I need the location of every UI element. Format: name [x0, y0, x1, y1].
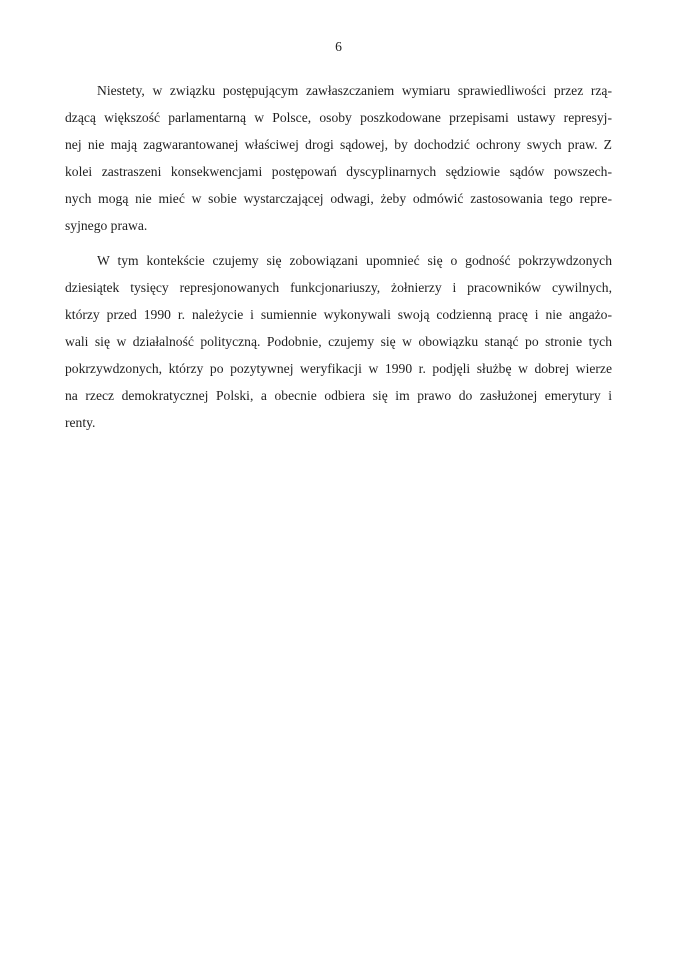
- text-line: dziesiątek tysięcy represjonowanych funkcjonariuszy, żołnierzy i pracowników cywilnych,: [65, 280, 612, 295]
- paragraph: [65, 247, 612, 436]
- text-line: nej nie mają zagwarantowanej właściwej drogi sądowej, by dochodzić ochrony swych praw. Z: [65, 137, 612, 152]
- text-line: nych mogą nie mieć w sobie wystarczającej odwagi, żeby odmówić zastosowania tego repre-: [65, 191, 612, 206]
- document-body: [65, 77, 612, 436]
- page-content: [0, 0, 678, 436]
- text-line: renty.: [65, 415, 96, 430]
- text-line: Niestety, w związku postępującym zawłaszczaniem wymiaru sprawiedliwości przez rzą-: [97, 83, 612, 98]
- text-line: na rzecz demokratycznej Polski, a obecnie odbiera się im prawo do zasłużonej emerytury i: [65, 388, 612, 403]
- text-line: kolei zastraszeni konsekwencjami postępowań dyscyplinarnych sędziowie sądów powszech-: [65, 164, 612, 179]
- page-number: 6: [335, 39, 342, 54]
- text-line: którzy przed 1990 r. należycie i sumiennie wykonywali swoją codzienną pracę i nie angażo-: [65, 307, 612, 322]
- text-line: W tym kontekście czujemy się zobowiązani upomnieć się o godność pokrzywdzonych: [97, 253, 612, 268]
- paragraph: [65, 77, 612, 239]
- text-line: dzącą większość parlamentarną w Polsce, osoby poszkodowane przepisami ustawy represyj-: [65, 110, 612, 125]
- text-line: syjnego prawa.: [65, 218, 148, 233]
- text-line: wali się w działalność polityczną. Podobnie, czujemy się w obowiązku stanąć po stronie tych: [65, 334, 612, 349]
- text-line: pokrzywdzonych, którzy po pozytywnej weryfikacji w 1990 r. podjęli służbę w dobrej wierze: [65, 361, 612, 376]
